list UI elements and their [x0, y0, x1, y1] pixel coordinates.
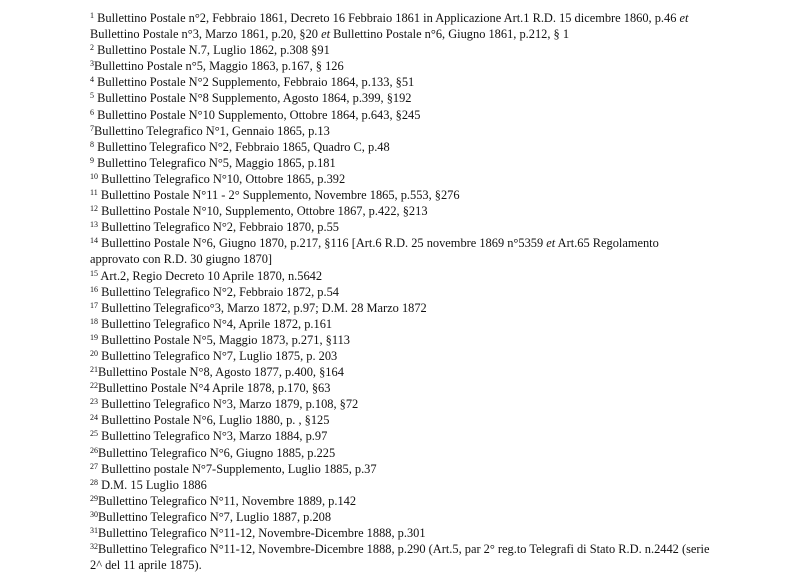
footnote-number: 21	[90, 365, 98, 375]
footnote-number: 19	[90, 332, 98, 342]
footnote-number: 2	[90, 43, 94, 53]
footnote-number: 14	[90, 236, 98, 246]
footnote-number: 28	[90, 477, 98, 487]
footnote-text: Bullettino Postale N°8, Agosto 1877, p.400, §164	[98, 365, 344, 380]
footnote-number: 13	[90, 220, 98, 230]
footnote-entry	[90, 203, 710, 219]
footnote-number: 4	[90, 75, 94, 85]
footnote-italic-text: et	[321, 27, 331, 42]
footnote-number: 16	[90, 284, 98, 294]
footnote-text: Bullettino postale N°7-Supplemento, Luglio 1885, p.37	[101, 461, 377, 476]
footnote-text: Bullettino Telegrafico N°3, Marzo 1879, p.108, §72	[101, 397, 359, 412]
footnote-number: 22	[90, 381, 98, 391]
footnote-number: 25	[90, 429, 98, 439]
footnote-entry	[90, 284, 710, 300]
footnote-number: 12	[90, 204, 98, 214]
footnote-entry	[90, 493, 710, 509]
footnote-number: 18	[90, 316, 98, 326]
footnote-number: 9	[90, 155, 94, 165]
footnote-number: 31	[90, 526, 98, 535]
footnote-number: 5	[90, 91, 94, 101]
footnote-entry	[90, 219, 710, 235]
footnote-entry	[90, 90, 710, 106]
footnote-number: 1	[90, 11, 94, 20]
footnote-entry	[90, 461, 710, 477]
footnote-text: Bullettino Postale N°10, Supplemento, Ottobre 1867, p.422, §213	[101, 204, 428, 219]
footnote-text: Bullettino Telegrafico°3, Marzo 1872, p.97; D.M. 28 Marzo 1872	[101, 300, 427, 315]
footnote-entry	[90, 300, 710, 316]
footnote-number: 30	[90, 509, 98, 519]
footnote-entry	[90, 332, 710, 348]
footnote-text: Bullettino Telegrafico N°4, Aprile 1872, p.161	[101, 316, 333, 331]
footnote-text: Bullettino Telegrafico N°5, Maggio 1865, p.181	[97, 155, 336, 170]
footnote-entry	[90, 364, 710, 380]
footnote-entry	[90, 155, 710, 171]
footnote-entry	[90, 541, 710, 573]
footnote-entry	[90, 235, 710, 267]
footnote-entry	[90, 509, 710, 525]
footnote-text: Bullettino Postale n°6, Giugno 1861, p.212, § 1	[330, 27, 570, 42]
footnote-text: Bullettino Telegrafico N°6, Giugno 1885, p.225	[98, 445, 336, 460]
footnote-entry	[90, 10, 710, 42]
footnote-number: 27	[90, 461, 98, 471]
footnote-number: 11	[90, 188, 98, 198]
footnote-entry	[90, 445, 710, 461]
footnote-number: 7	[90, 123, 94, 133]
footnote-text: Bullettino Telegrafico N°10, Ottobre 1865, p.392	[101, 171, 346, 186]
footnote-number: 15	[90, 268, 98, 278]
footnote-text: Bullettino Postale N°6, Luglio 1880, p. , §125	[101, 413, 330, 428]
footnote-entry	[90, 477, 710, 493]
footnote-text: Bullettino Postale N°2 Supplemento, Febbraio 1864, p.133, §51	[97, 75, 415, 90]
footnote-text: Bullettino Telegrafico N°3, Marzo 1884, p.97	[101, 429, 328, 444]
footnote-text: Bullettino Telegrafico N°2, Febbraio 1870, p.55	[101, 220, 339, 235]
footnote-entry	[90, 187, 710, 203]
footnote-text: Bullettino Postale N°10 Supplemento, Ottobre 1864, p.643, §245	[97, 107, 421, 122]
footnote-number: 23	[90, 397, 98, 407]
footnote-text: Bullettino Telegrafico N°11-12, Novembre-Dicembre 1888, p.301	[98, 526, 426, 540]
footnote-entry	[90, 171, 710, 187]
footnote-entry	[90, 123, 710, 139]
footnote-text: Bullettino Postale N°4 Aprile 1878, p.170, §63	[98, 381, 331, 396]
footnote-text: Bullettino Telegrafico N°1, Gennaio 1865, p.13	[94, 123, 330, 138]
footnote-number: 10	[90, 171, 98, 181]
footnote-italic-text: et	[679, 11, 689, 25]
footnote-text: Bullettino Postale N°8 Supplemento, Agosto 1864, p.399, §192	[97, 91, 412, 106]
footnote-number: 8	[90, 139, 94, 149]
footnote-number: 17	[90, 300, 98, 310]
footnote-text: D.M. 15 Luglio 1886	[101, 477, 207, 492]
footnote-text: Bullettino Postale N°6, Giugno 1870, p.217, §116 [Art.6 R.D. 25 novembre 1869 n°5359	[101, 236, 547, 251]
footnote-entry	[90, 396, 710, 412]
footnote-entry	[90, 380, 710, 396]
footnote-text: Bullettino Telegrafico N°11, Novembre 1889, p.142	[98, 493, 357, 508]
footnote-entry	[90, 58, 710, 74]
footnote-entry	[90, 428, 710, 444]
footnote-number: 3	[90, 59, 94, 69]
footnote-entry	[90, 107, 710, 123]
footnote-text: Bullettino Postale N°11 - 2° Supplemento, Novembre 1865, p.553, §276	[100, 188, 460, 203]
footnote-text: Bullettino Telegrafico N°7, Luglio 1875, p. 203	[101, 348, 338, 363]
footnote-entry	[90, 412, 710, 428]
footnote-text: Bullettino Postale N°5, Maggio 1873, p.271, §113	[101, 332, 350, 347]
footnote-text: Bullettino Postale n°2, Febbraio 1861, Decreto 16 Febbraio 1861 in Applicazione Art.1 R.D. 15 dicembre 1860, p.46	[97, 11, 680, 25]
footnote-text: Art.2, Regio Decreto 10 Aprile 1870, n.5642	[100, 268, 323, 283]
footnote-number: 24	[90, 413, 98, 423]
footnote-entry	[90, 348, 710, 364]
footnote-text: Bullettino Postale N.7, Luglio 1862, p.308 §91	[97, 43, 330, 58]
footnote-number: 20	[90, 348, 98, 358]
footnote-entry	[90, 42, 710, 58]
footnotes-list	[90, 10, 710, 573]
footnote-entry	[90, 316, 710, 332]
footnote-text: Bullettino Telegrafico N°11-12, Novembre-Dicembre 1888, p.290 (Art.5, par 2° reg.to Telegrafi di Stato R.D. n.2442 (serie 2^ del 11 aprile 1875).	[90, 542, 710, 573]
footnote-text: Bullettino Postale n°5, Maggio 1863, p.167, § 126	[94, 59, 344, 74]
footnote-italic-text: et	[546, 236, 556, 251]
footnote-number: 29	[90, 493, 98, 503]
footnote-text: Bullettino Telegrafico N°2, Febbraio 1872, p.54	[101, 284, 339, 299]
footnote-entry	[90, 525, 710, 541]
footnote-number: 32	[90, 542, 98, 552]
footnote-entry	[90, 268, 710, 284]
footnote-text: Bullettino Postale n°3, Marzo 1861, p.20, §20	[90, 27, 322, 42]
footnote-number: 6	[90, 107, 94, 117]
footnote-entry	[90, 74, 710, 90]
footnote-text: Bullettino Telegrafico N°2, Febbraio 1865, Quadro C, p.48	[97, 139, 390, 154]
footnote-number: 26	[90, 445, 98, 455]
footnote-text: Bullettino Telegrafico N°7, Luglio 1887, p.208	[98, 509, 332, 524]
footnote-text: Art.65 Regolamento approvato con R.D. 30 giugno 1870]	[90, 236, 659, 267]
footnote-entry	[90, 139, 710, 155]
